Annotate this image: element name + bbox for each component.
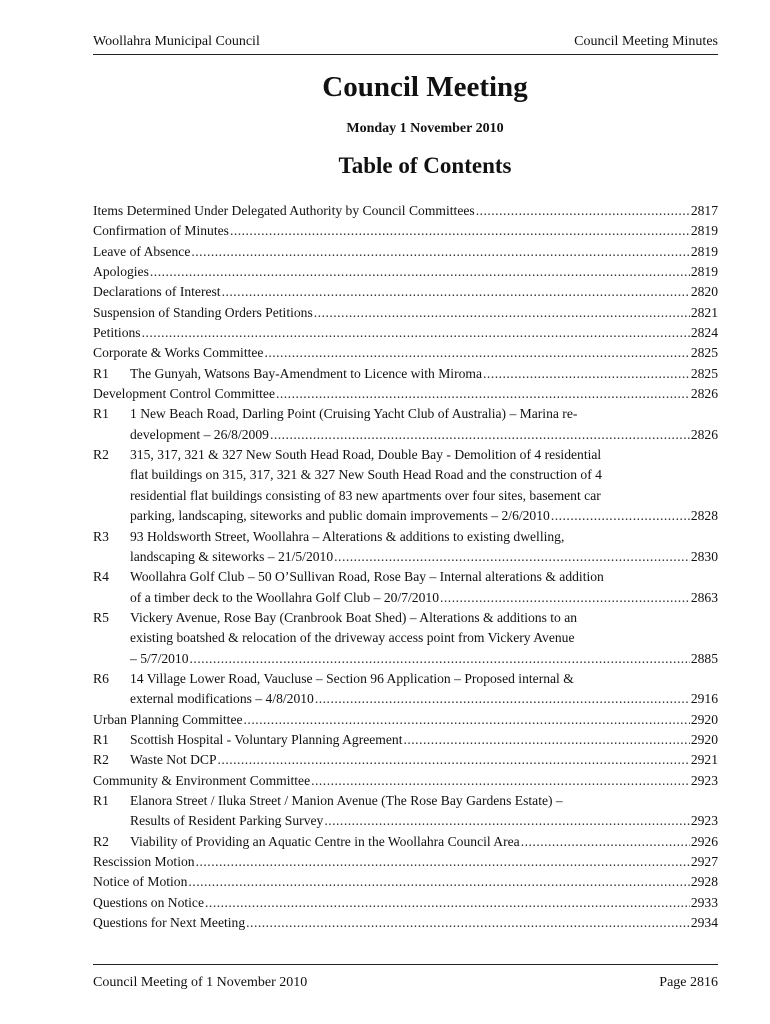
toc-entry[interactable] [93,567,718,608]
dot-leader [551,506,690,526]
toc-entry-line [93,852,718,872]
toc-entry-line [93,567,718,587]
dot-leader [521,832,690,852]
toc-entry[interactable] [93,343,718,363]
toc-entry-line [93,832,718,852]
toc-entry-text: Viability of Providing an Aquatic Centre in the Woollahra Council Area [130,833,520,849]
toc-page-number: 2825 [690,345,718,361]
toc-entry-text: Petitions [93,325,141,341]
toc-item-number: R2 [93,833,109,849]
toc-page-number: 2826 [690,426,718,442]
toc-entry-text: Woollahra Golf Club – 50 O’Sullivan Road, Rose Bay – Internal alterations & addition [130,569,604,585]
toc-entry[interactable] [93,323,718,343]
toc-entry[interactable] [93,221,718,241]
toc-entry-line [93,669,718,689]
dot-leader [190,649,690,669]
toc-entry[interactable] [93,669,718,710]
toc-item-number: R6 [93,670,109,686]
header-organization: Woollahra Municipal Council [93,34,260,49]
toc-entry-line [93,425,718,445]
dot-leader [324,811,689,831]
toc-entry-text: Development Control Committee [93,386,275,402]
dot-leader [403,730,689,750]
toc-page-number: 2819 [690,223,718,239]
toc-entry[interactable] [93,893,718,913]
toc-page-number: 2863 [690,589,718,605]
toc-entry[interactable] [93,608,718,669]
toc-heading: Table of Contents [338,153,512,178]
toc-entry-line [93,791,718,811]
dot-leader [276,384,690,404]
toc-page-number: 2923 [690,772,718,788]
dot-leader [476,201,690,221]
toc-entry-text: – 5/7/2010 [130,650,189,666]
toc-page-number: 2916 [690,691,718,707]
toc-item-number: R3 [93,528,109,544]
toc-entry-text: 14 Village Lower Road, Vaucluse – Section 96 Application – Proposed internal & [130,670,574,686]
dot-leader [315,689,690,709]
dot-leader [334,547,690,567]
toc-entry-text: Notice of Motion [93,874,188,890]
toc-entry-text: Leave of Absence [93,243,191,259]
dot-leader [218,750,690,770]
toc-entry-text: external modifications – 4/8/2010 [130,691,314,707]
toc-entry-line [93,730,718,750]
toc-entry[interactable] [93,384,718,404]
toc-entry-line [93,689,718,709]
toc-entry-text: landscaping & siteworks – 21/5/2010 [130,548,334,564]
toc-page-number: 2927 [690,854,718,869]
toc-page-number: 2819 [690,243,718,259]
footer-meeting: Council Meeting of 1 November 2010 [93,975,308,990]
toc-entry-text: Suspension of Standing Orders Petitions [93,304,313,320]
toc-entry-line [93,913,718,933]
toc-entry-text: Vickery Avenue, Rose Bay (Cranbrook Boat Shed) – Alterations & additions to an [130,609,578,625]
toc-entry[interactable] [93,771,718,791]
toc-page-number: 2921 [690,752,718,768]
toc-entry[interactable] [93,404,718,445]
toc-entry-line [93,465,718,485]
toc-entry[interactable] [93,364,718,384]
toc-entry-text: Declarations of Interest [93,284,221,300]
dot-leader [222,282,690,302]
toc-entry-text: Elanora Street / Iluka Street / Manion Avenue (The Rose Bay Gardens Estate) – [130,792,563,808]
toc-page-number: 2830 [690,548,718,564]
toc-entry[interactable] [93,750,718,770]
toc-page-number: 2819 [690,264,718,280]
toc-entry-text: existing boatshed & relocation of the driveway access point from Vickery Avenue [130,630,575,646]
toc-entry-line [93,282,718,302]
dot-leader [205,893,690,913]
toc-entry[interactable] [93,303,718,323]
toc-entry-line [93,262,718,282]
dot-leader [440,588,690,608]
toc-page-number: 2885 [690,650,718,666]
page-title: Council Meeting [322,71,528,103]
toc-entry[interactable] [93,710,718,730]
toc-page-number: 2920 [690,731,718,747]
toc-entry-line [93,201,718,221]
toc-entry[interactable] [93,791,718,832]
toc-entry-line [93,811,718,831]
footer-page-number: Page 2816 [659,975,718,990]
header-document-type: Council Meeting Minutes [574,34,718,49]
meeting-date: Monday 1 November 2010 [346,121,504,136]
toc-page-number: 2926 [690,833,718,849]
toc-entry-line [93,221,718,241]
toc-entry-line [93,649,718,669]
toc-item-number: R1 [93,365,109,381]
toc-entry-text: Community & Environment Committee [93,772,311,788]
toc-entry-text: residential flat buildings consisting of 83 new apartments over four sites, basement car [130,487,601,503]
toc-page-number: 2824 [690,325,718,341]
toc-page-number: 2825 [690,365,718,381]
dot-leader [191,242,689,262]
toc-entry[interactable] [93,242,718,262]
toc-entry-text: Apologies [93,264,149,280]
toc-page-number: 2923 [690,813,718,829]
toc-entry-text: Scottish Hospital - Voluntary Planning Agreement [130,731,403,747]
toc-entry[interactable] [93,201,718,221]
toc-item-number: R5 [93,609,109,625]
dot-leader [311,771,690,791]
dot-leader [244,710,690,730]
dot-leader [314,303,690,323]
toc-entry-text: Questions for Next Meeting [93,915,246,931]
toc-item-number: R2 [93,752,109,768]
toc-item-number: R1 [93,406,109,422]
toc-entry-line [93,343,718,363]
running-footer [93,964,718,993]
toc-entry[interactable] [93,913,718,933]
dot-leader [246,913,690,933]
table-of-contents [93,201,718,933]
dot-leader [188,872,689,892]
dot-leader [483,364,690,384]
toc-entry[interactable] [93,282,718,302]
toc-entry-text: development – 26/8/2009 [130,426,269,442]
toc-entry-text: Waste Not DCP [130,752,217,768]
toc-entry-line [93,242,718,262]
toc-item-number: R2 [93,447,109,463]
toc-page-number: 2920 [690,711,718,727]
toc-page-number: 2934 [690,915,718,931]
toc-entry-line [93,404,718,424]
toc-entry-line [93,323,718,343]
toc-entry[interactable] [93,852,718,872]
toc-entry[interactable] [93,832,718,852]
toc-entry-text: of a timber deck to the Woollahra Golf Club – 20/7/2010 [130,589,439,605]
toc-entry-line [93,608,718,628]
toc-entry[interactable] [93,262,718,282]
toc-entry[interactable] [93,872,718,892]
toc-entry[interactable] [93,527,718,568]
toc-entry-text: Results of Resident Parking Survey [130,813,324,829]
toc-entry-line [93,445,718,465]
toc-entry-text: 315, 317, 321 & 327 New South Head Road, Double Bay - Demolition of 4 residential [130,447,602,463]
toc-entry-line [93,384,718,404]
toc-page-number: 2928 [690,874,718,890]
toc-entry-text: Confirmation of Minutes [93,223,229,239]
toc-entry-text: Rescission Motion [93,854,195,869]
toc-entry-line [93,547,718,567]
toc-page-number: 2933 [690,894,718,910]
toc-entry-line [93,893,718,913]
toc-entry[interactable] [93,730,718,750]
toc-entry-text: parking, landscaping, siteworks and public domain improvements – 2/6/2010 [130,508,550,524]
toc-entry-text: Urban Planning Committee [93,711,243,727]
toc-entry-line [93,771,718,791]
toc-entry-text: Items Determined Under Delegated Authority by Council Committees [93,203,475,218]
toc-page-number: 2826 [690,386,718,402]
toc-entry-line [93,527,718,547]
toc-entry-line [93,486,718,506]
toc-entry-line [93,303,718,323]
toc-page-number: 2817 [690,203,718,218]
toc-entry-line [93,506,718,526]
toc-item-number: R4 [93,569,109,585]
toc-entry-text: Questions on Notice [93,894,205,910]
toc-page-number: 2821 [690,304,718,320]
toc-entry-text: 93 Holdsworth Street, Woollahra – Alterations & additions to existing dwelling, [130,528,565,544]
toc-entry-text: flat buildings on 315, 317, 321 & 327 New South Head Road and the construction of 4 [130,467,602,483]
toc-entry-line [93,364,718,384]
toc-page-number: 2820 [690,284,718,300]
toc-entry[interactable] [93,445,718,526]
dot-leader [230,221,690,241]
toc-page-number: 2828 [690,508,718,524]
dot-leader [150,262,690,282]
toc-entry-line [93,588,718,608]
toc-item-number: R1 [93,792,109,808]
running-header [93,34,718,55]
dot-leader [142,323,690,343]
dot-leader [270,425,690,445]
toc-entry-line [93,750,718,770]
toc-entry-text: Corporate & Works Committee [93,345,264,361]
toc-entry-text: The Gunyah, Watsons Bay-Amendment to Licence with Miroma [130,365,483,381]
dot-leader [264,343,689,363]
toc-entry-line [93,710,718,730]
dot-leader [196,852,690,872]
toc-item-number: R1 [93,731,109,747]
toc-entry-line [93,872,718,892]
toc-entry-line [93,628,718,648]
toc-entry-text: 1 New Beach Road, Darling Point (Cruising Yacht Club of Australia) – Marina re- [130,406,578,422]
